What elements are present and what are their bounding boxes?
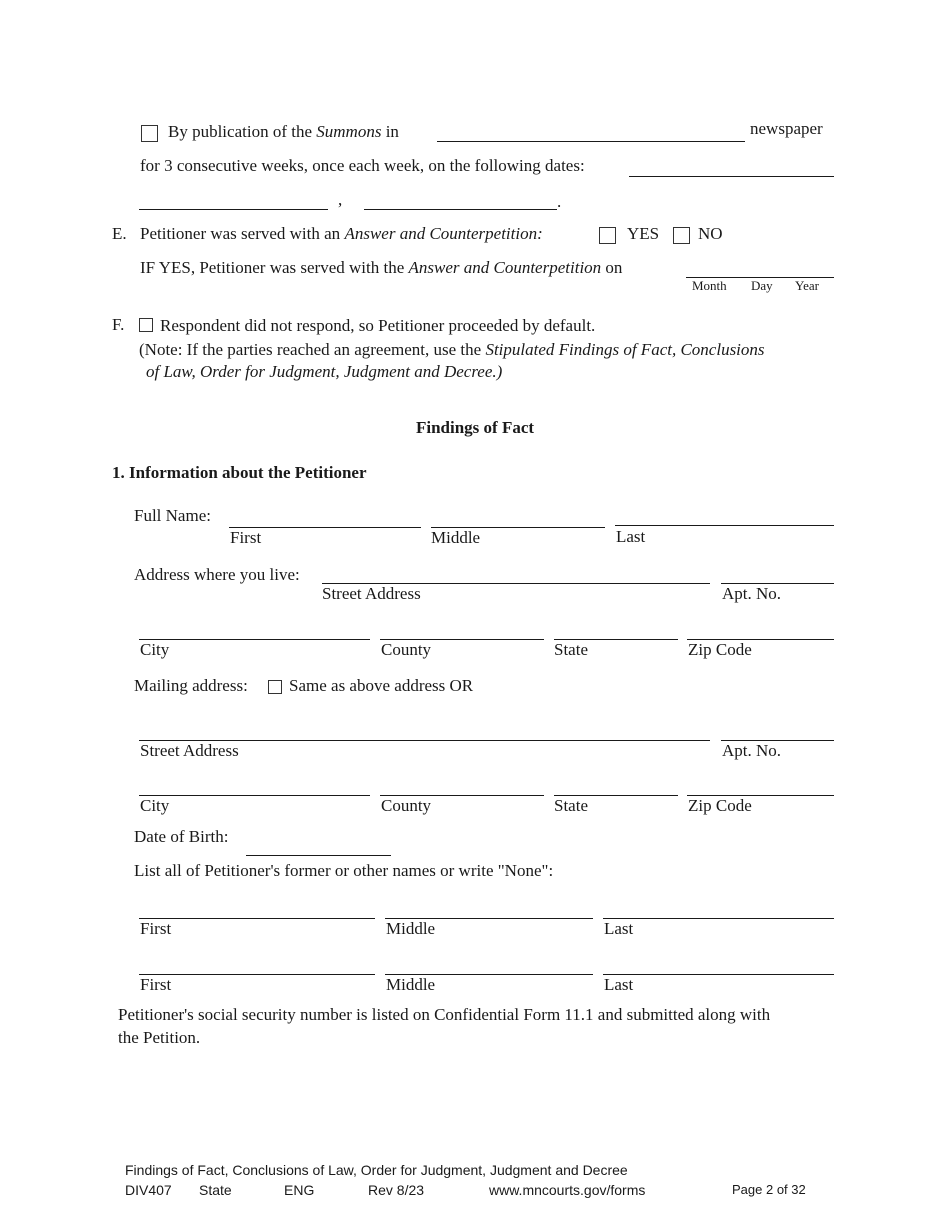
- former-last-name-2-field[interactable]: [603, 974, 834, 975]
- mailing-apt-caption: Apt. No.: [722, 741, 782, 760]
- former-names-label: List all of Petitioner's former or other names or write "None":: [134, 861, 554, 880]
- residence-apt-caption: Apt. No.: [722, 584, 782, 603]
- date-period: .: [557, 192, 562, 211]
- findings-title: Findings of Fact: [415, 418, 535, 437]
- mailing-state-caption: State: [554, 796, 588, 815]
- residence-street-caption: Street Address: [322, 584, 421, 603]
- last-name-field[interactable]: [615, 525, 834, 526]
- answer-no-checkbox[interactable]: [673, 227, 690, 244]
- answer-no-label: NO: [698, 224, 723, 243]
- middle-name-caption: Middle: [431, 528, 481, 547]
- former-last-name-2-caption: Last: [604, 975, 634, 994]
- former-first-name-2-field[interactable]: [139, 974, 375, 975]
- former-first-name-2-caption: First: [140, 975, 172, 994]
- publication-date-3-field[interactable]: [364, 209, 557, 210]
- ssn-note-line2: the Petition.: [118, 1028, 201, 1047]
- footer-url: www.mncourts.gov/forms: [489, 1182, 646, 1198]
- last-name-caption: Last: [616, 527, 646, 546]
- former-last-name-1-field[interactable]: [603, 918, 834, 919]
- footer-revision: Rev 8/23: [368, 1182, 425, 1198]
- same-as-above-label: Same as above address OR: [289, 676, 474, 695]
- consecutive-weeks-label: for 3 consecutive weeks, once each week, on the following dates:: [140, 156, 585, 175]
- former-middle-name-2-caption: Middle: [386, 975, 436, 994]
- residence-zip-caption: Zip Code: [688, 640, 752, 659]
- answer-yes-label: YES: [627, 224, 660, 243]
- publication-label: By publication of the Summons in: [168, 122, 399, 141]
- first-name-caption: First: [230, 528, 262, 547]
- newspaper-name-field[interactable]: [437, 141, 745, 142]
- mailing-county-caption: County: [381, 796, 432, 815]
- residence-county-caption: County: [381, 640, 432, 659]
- section-e-letter: E.: [112, 224, 127, 243]
- footer-form-title: Findings of Fact, Conclusions of Law, Order for Judgment, Judgment and Decree: [125, 1162, 628, 1178]
- answer-yes-checkbox[interactable]: [599, 227, 616, 244]
- mailing-zip-caption: Zip Code: [688, 796, 752, 815]
- section-f-letter: F.: [112, 315, 125, 334]
- answer-served-question: Petitioner was served with an Answer and Counterpetition:: [140, 224, 543, 243]
- date-year-caption: Year: [795, 278, 819, 293]
- footer-page-number: Page 2 of 32: [732, 1182, 806, 1197]
- full-name-label: Full Name:: [134, 506, 211, 525]
- mailing-address-label: Mailing address:: [134, 676, 248, 695]
- date-day-caption: Day: [751, 278, 773, 293]
- mailing-street-caption: Street Address: [140, 741, 239, 760]
- default-label: Respondent did not respond, so Petitioner proceeded by default.: [160, 316, 596, 335]
- ssn-note-line1: Petitioner's social security number is listed on Confidential Form 11.1 and submitted along with: [118, 1005, 771, 1024]
- publication-date-2-field[interactable]: [139, 209, 328, 210]
- newspaper-label: newspaper: [750, 119, 823, 138]
- footer-jurisdiction: State: [199, 1182, 232, 1198]
- petitioner-heading: 1. Information about the Petitioner: [112, 463, 367, 482]
- former-last-name-1-caption: Last: [604, 919, 634, 938]
- footer-form-id: DIV407: [125, 1182, 172, 1198]
- same-as-above-checkbox[interactable]: [268, 680, 282, 694]
- default-checkbox[interactable]: [139, 318, 153, 332]
- residence-address-label: Address where you live:: [134, 565, 300, 584]
- date-comma: ,: [338, 190, 343, 209]
- date-month-caption: Month: [692, 278, 727, 293]
- residence-city-caption: City: [140, 640, 170, 659]
- footer-language: ENG: [284, 1182, 315, 1198]
- former-middle-name-1-caption: Middle: [386, 919, 436, 938]
- former-first-name-1-caption: First: [140, 919, 172, 938]
- agreement-note-line1: (Note: If the parties reached an agreement, use the Stipulated Findings of Fact, Conclusions: [139, 340, 765, 359]
- residence-state-caption: State: [554, 640, 588, 659]
- publication-date-1-field[interactable]: [629, 176, 834, 177]
- publication-checkbox[interactable]: [141, 125, 158, 142]
- agreement-note-line2: of Law, Order for Judgment, Judgment and Decree.): [146, 362, 503, 381]
- former-first-name-1-field[interactable]: [139, 918, 375, 919]
- answer-served-date-label: IF YES, Petitioner was served with the Answer and Counterpetition on: [140, 258, 623, 277]
- residence-city-field[interactable]: [139, 639, 370, 640]
- mailing-city-caption: City: [140, 796, 170, 815]
- dob-field[interactable]: [246, 855, 391, 856]
- mailing-city-field[interactable]: [139, 795, 370, 796]
- dob-label: Date of Birth:: [134, 827, 229, 846]
